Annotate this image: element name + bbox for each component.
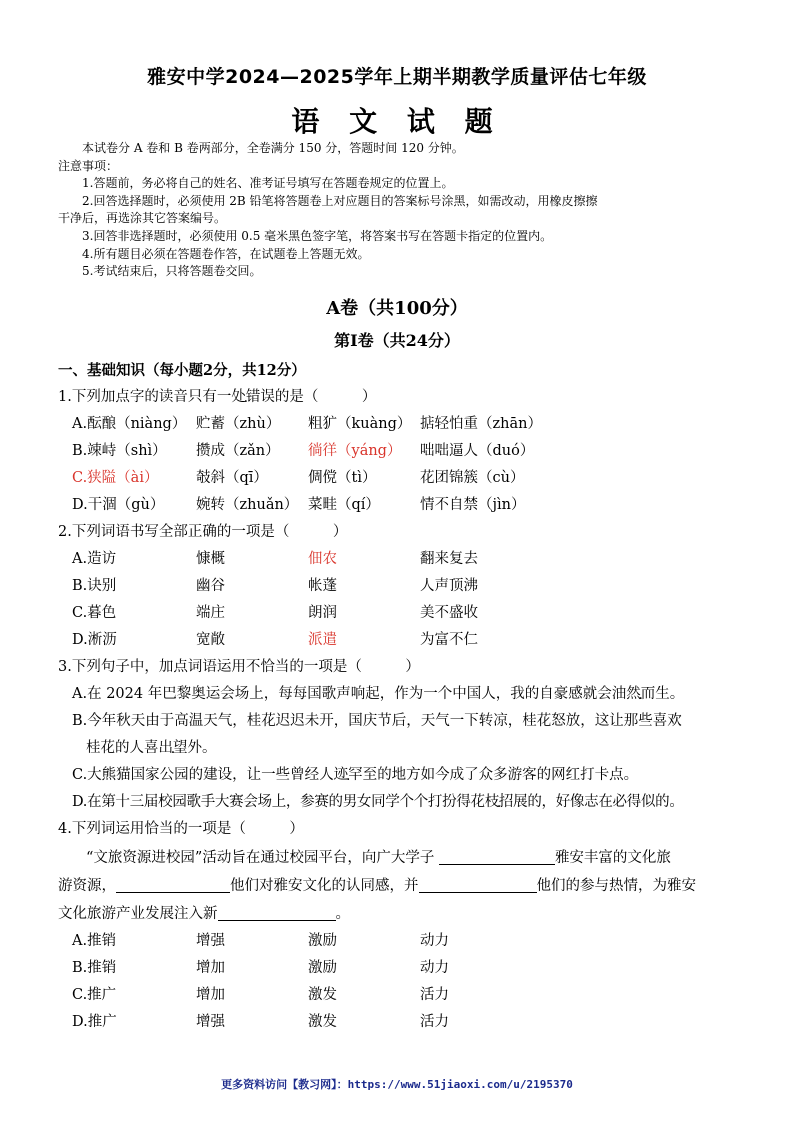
instruction-item: 4.所有题目必须在答题卷作答，在试题卷上答题无效。 xyxy=(82,246,370,261)
section-a-heading: A卷（共100分） xyxy=(326,298,468,319)
option-cell: 翻来复去 xyxy=(420,551,478,567)
option-cell: 宽敞 xyxy=(196,632,225,648)
option-cell: 幽谷 xyxy=(196,578,225,594)
instruction-item: 5.考试结束后，只将答题卷交回。 xyxy=(82,264,262,279)
instructions xyxy=(58,140,748,281)
subject-title: 语 文 试 题 xyxy=(291,105,503,138)
q2-option-a xyxy=(58,546,748,573)
option-cell: B.诀别 xyxy=(72,578,117,594)
option-cell: 人声顶沸 xyxy=(420,578,478,594)
option-cell-highlighted: C.狭隘（ài） xyxy=(72,470,159,486)
emphasis-mark: 人迹罕至 xyxy=(319,767,378,783)
q3-option-c: C.大熊猫国家公园的建设，让一些曾经人迹罕至的地方如今成了众多游客的网红打卡点。 xyxy=(72,767,639,783)
blank-1 xyxy=(439,848,555,865)
instruction-item: 3.回答非选择题时，必须使用 0.5 毫米黑色签字笔，将答案书写在答题卡指定的位置内。 xyxy=(82,228,553,243)
option-cell: 激励 xyxy=(308,960,337,976)
option-cell: C.暮色 xyxy=(72,605,117,621)
option-cell: 菜畦（qí） xyxy=(308,497,380,513)
instruction-item: 1.答题前，务必将自己的姓名、准考证号填写在答题卷规定的位置上。 xyxy=(82,176,454,191)
option-cell-highlighted: 派遣 xyxy=(308,632,337,648)
emphasis-mark: 油然而生 xyxy=(611,686,670,702)
basic-knowledge-heading: 一、基础知识（每小题2分，共12分） xyxy=(58,362,306,379)
option-cell: D.淅沥 xyxy=(72,632,117,648)
option-cell: 婉转（zhuǎn） xyxy=(196,497,299,513)
instructions-intro: 本试卷分 A 卷和 B 卷两部分，全卷满分 150 分，答题时间 120 分钟。 xyxy=(82,141,464,155)
option-cell: 粗犷（kuàng） xyxy=(308,416,412,432)
emphasis-mark: 花枝招展 xyxy=(470,794,528,810)
option-cell-highlighted: 佃农 xyxy=(308,551,337,567)
option-cell: 攒成（zǎn） xyxy=(196,443,280,459)
option-cell: 帐蓬 xyxy=(308,578,337,594)
option-cell: 激发 xyxy=(308,1014,337,1030)
q4-option-d xyxy=(58,1009,748,1036)
option-cell: 为富不仁 xyxy=(420,632,478,648)
instruction-item: 干净后，再选涂其它答案编号。 xyxy=(58,211,227,226)
q4-passage-line-2: 游资源， 他们对雅安文化的认同感，并 他们的参与热情，为雅安 xyxy=(58,878,696,894)
part-1-heading: 第Ⅰ卷（共24分） xyxy=(334,331,460,350)
instructions-label: 注意事项： xyxy=(58,158,119,173)
option-cell: 激发 xyxy=(308,987,337,1003)
question-4-stem: 4.下列词运用恰当的一项是（ ） xyxy=(58,821,304,837)
blank-2 xyxy=(116,876,230,893)
option-cell: C.推广 xyxy=(72,987,117,1003)
option-cell: 增强 xyxy=(196,933,225,949)
question-2-stem: 2.下列词语书写全部正确的一项是（ ） xyxy=(58,524,348,540)
option-cell: 咄咄逼人（duó） xyxy=(420,443,535,459)
option-cell: 掂轻怕重（zhān） xyxy=(420,416,542,432)
option-cell: 美不盛收 xyxy=(420,605,478,621)
footer-link[interactable]: 更多资料访问【教习网】：https://www.51jiaoxi.com/u/2195370 xyxy=(221,1078,573,1091)
question-1-stem: 1.下列加点字的读音只有一处错误的是（ ） xyxy=(58,389,377,405)
emphasis-mark: 喜出望外 xyxy=(144,740,202,756)
questions xyxy=(58,357,748,1036)
option-cell: B.推销 xyxy=(72,960,117,976)
option-cell: A.酝酿（niàng） xyxy=(72,416,187,432)
blank-3 xyxy=(419,876,537,893)
option-cell: D.干涸（gù） xyxy=(72,497,165,513)
q2-option-d xyxy=(58,627,748,654)
option-cell: 朗润 xyxy=(308,605,337,621)
q3-option-b-cont: 桂花的人喜出望外。 xyxy=(86,740,217,756)
question-3-stem: 3.下列句子中，加点词语运用不恰当的一项是（ ） xyxy=(58,659,420,675)
q1-option-c xyxy=(58,465,748,492)
q2-option-b xyxy=(58,573,748,600)
q4-option-c xyxy=(58,982,748,1009)
option-cell: 增强 xyxy=(196,1014,225,1030)
option-cell: 花团锦簇（cù） xyxy=(420,470,525,486)
q1-option-b xyxy=(58,438,748,465)
q4-option-b xyxy=(58,955,748,982)
option-cell: 攲斜（qī） xyxy=(196,470,268,486)
option-cell: 增加 xyxy=(196,960,225,976)
q4-passage-line-3: 文化旅游产业发展注入新 。 xyxy=(58,906,350,922)
option-cell: 倜傥（tì） xyxy=(308,470,377,486)
q3-option-d: D.在第十三届校园歌手大赛会场上，参赛的男女同学个个打扮得花枝招展的，好像志在必得似的。 xyxy=(72,794,684,810)
emphasis-mark: 一处错误 xyxy=(216,389,275,405)
q3-option-b: B.今年秋天由于高温天气，桂花迟迟未开，国庆节后，天气一下转凉，桂花怒放，这让那些喜欢 xyxy=(72,713,682,729)
option-cell: 端庄 xyxy=(196,605,225,621)
q1-option-a xyxy=(58,411,748,438)
q1-option-d xyxy=(58,492,748,519)
instruction-item: 2.回答选择题时，必须使用 2B 铅笔将答题卷上对应题目的答案标号涂黑，如需改动，用橡皮擦擦 xyxy=(82,193,598,208)
option-cell: 慷概 xyxy=(196,551,225,567)
option-cell: 贮蓄（zhù） xyxy=(196,416,281,432)
blank-4 xyxy=(218,904,336,921)
q4-option-a xyxy=(58,928,748,955)
option-cell: A.造访 xyxy=(72,551,117,567)
option-cell: B.竦峙（shì） xyxy=(72,443,167,459)
option-cell: 激励 xyxy=(308,933,337,949)
q4-passage: “文旅资源进校园”活动旨在通过校园平台，向广大学子 雅安丰富的文化旅 xyxy=(86,850,671,866)
option-cell: 情不自禁（jìn） xyxy=(420,497,526,513)
option-cell: A.推销 xyxy=(72,933,117,949)
exam-title: 雅安中学2024—2025学年上期半期教学质量评估七年级 xyxy=(147,66,647,88)
q2-option-c xyxy=(58,600,748,627)
q3-option-a: A.在 2024 年巴黎奥运会场上，每每国歌声响起，作为一个中国人，我的自豪感就会油然而生。 xyxy=(72,686,685,702)
option-cell: 动力 xyxy=(420,960,449,976)
option-cell: D.推广 xyxy=(72,1014,117,1030)
option-cell: 活力 xyxy=(420,1014,449,1030)
option-cell: 增加 xyxy=(196,987,225,1003)
option-cell: 活力 xyxy=(420,987,449,1003)
option-cell-highlighted: 徜徉（yáng） xyxy=(308,443,402,459)
option-cell: 动力 xyxy=(420,933,449,949)
